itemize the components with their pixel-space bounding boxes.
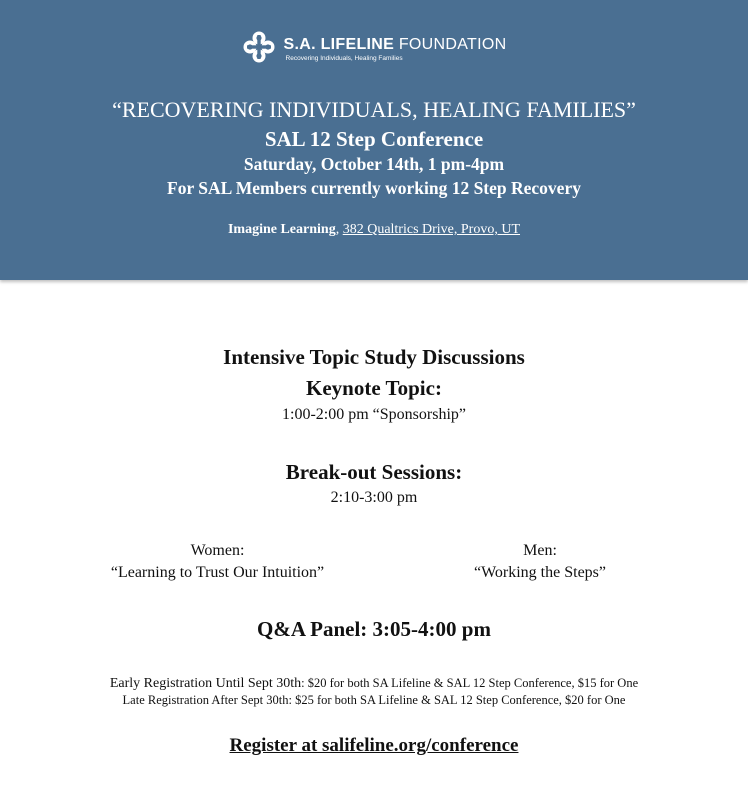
breakout-time: 2:10-3:00 pm xyxy=(330,489,418,506)
foundation-logo xyxy=(0,30,748,64)
logo-tagline: Recovering Individuals, Healing Families xyxy=(285,55,403,62)
women-session xyxy=(40,540,395,584)
venue-address-link[interactable]: 382 Qualtrics Drive, Provo, UT xyxy=(342,222,521,237)
lifeline-flower-logo-icon xyxy=(242,30,276,64)
logo-wordmark xyxy=(284,35,507,55)
header-banner xyxy=(0,0,748,280)
men-label: Men: xyxy=(523,542,557,559)
register-link[interactable]: Register at salifeline.org/conference xyxy=(229,735,519,756)
men-topic: “Working the Steps” xyxy=(473,564,606,581)
logo-name-bold: S.A. LIFELINE xyxy=(283,36,395,53)
keynote-detail: 1:00-2:00 pm “Sponsorship” xyxy=(282,406,466,423)
early-registration xyxy=(0,675,748,692)
late-reg-detail: : $25 for both SA Lifeline & SAL 12 Step Conference, $20 for One xyxy=(288,693,626,707)
women-label: Women: xyxy=(190,542,245,559)
banner-quote: “RECOVERING INDIVIDUALS, HEALING FAMILIES” xyxy=(112,97,636,122)
logo-name-light: FOUNDATION xyxy=(394,36,507,53)
conference-title: SAL 12 Step Conference xyxy=(264,127,484,151)
late-reg-label: Late Registration After Sept 30th xyxy=(122,693,289,707)
conference-location xyxy=(0,221,748,239)
women-topic: “Learning to Trust Our Intuition” xyxy=(110,564,325,581)
men-session xyxy=(410,540,670,584)
early-reg-detail: : $20 for both SA Lifeline & SAL 12 Step Conference, $15 for One xyxy=(301,676,639,690)
conference-audience: For SAL Members currently working 12 Step Recovery xyxy=(167,178,581,198)
late-registration xyxy=(0,692,748,709)
venue-separator: , xyxy=(335,222,343,237)
page-heading: Intensive Topic Study Discussions xyxy=(223,345,525,369)
qa-panel-heading: Q&A Panel: 3:05-4:00 pm xyxy=(257,617,491,641)
venue-name: Imagine Learning xyxy=(227,222,336,237)
early-reg-label: Early Registration Until Sept 30th xyxy=(109,676,302,691)
keynote-heading: Keynote Topic: xyxy=(306,376,442,400)
conference-date: Saturday, October 14th, 1 pm-4pm xyxy=(243,154,505,174)
breakout-heading: Break-out Sessions: xyxy=(285,460,463,484)
